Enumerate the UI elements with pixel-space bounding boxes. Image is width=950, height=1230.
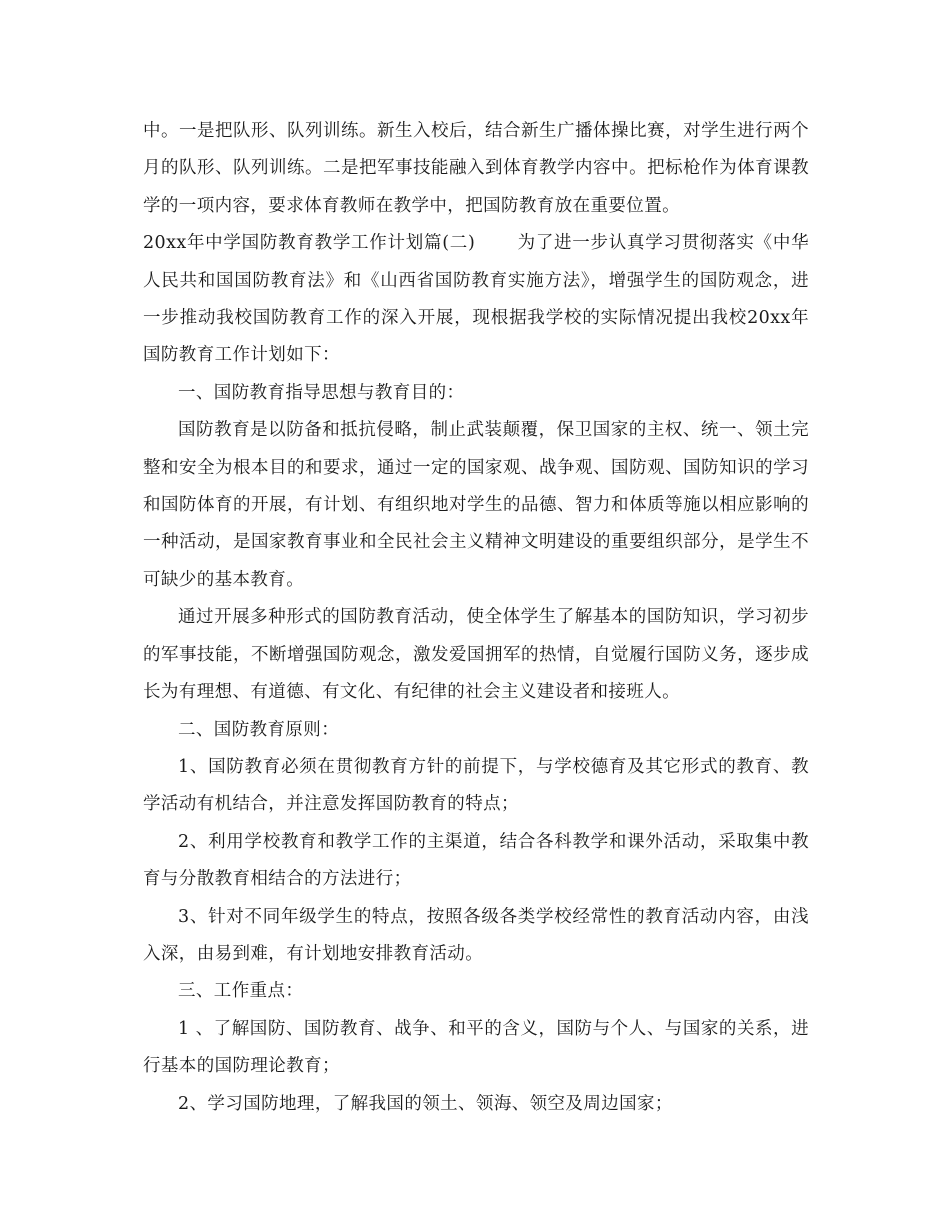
list-item: 2、学习国防地理，了解我国的领土、领海、领空及周边国家； bbox=[178, 1093, 673, 1114]
paragraph: 中。一是把队形、队列训练。新生入校后，结合新生广播体操比赛，对学生进行两个月的队形、队列训练。二是把军事技能融入到体育教学内容中。把标枪作为体育课教学的一项内容，要求体育教师在教学中，把国防教育放在重要位置。 bbox=[143, 121, 809, 216]
section-title: 三、工作重点： bbox=[178, 981, 304, 1002]
paragraph-with-heading bbox=[143, 225, 809, 375]
list-item: 1 、了解国防、国防教育、战争、和平的含义，国防与个人、与国家的关系，进行基本的国防理论教育； bbox=[143, 1018, 809, 1077]
section-title: 二、国防教育原则： bbox=[178, 719, 340, 740]
paragraph: 通过开展多种形式的国防教育活动，使全体学生了解基本的国防知识，学习初步的军事技能，不断增强国防观念，激发爱国拥军的热情，自觉履行国防义务，逐步成长为有理想、有道德、有文化、有纪律的社会主义建设者和接班人。 bbox=[143, 607, 809, 703]
paragraph: 国防教育是以防备和抵抗侵略，制止武装颠覆，保卫国家的主权、统一、领土完整和安全为根本目的和要求，通过一定的国家观、战争观、国防观、国防知识的学习和国防体育的开展，有计划、有组织地对学生的品德、智力和体质等施以相应影响的一种活动，是国家教育事业和全民社会主义精神文明建设的重要组织部分，是学生不可缺少的基本教育。 bbox=[143, 420, 809, 590]
list-item: 1、国防教育必须在贯彻教育方针的前提下，与学校德育及其它形式的教育、教学活动有机结合，并注意发挥国防教育的特点； bbox=[143, 756, 809, 815]
list-item: 2、利用学校教育和教学工作的主渠道，结合各科教学和课外活动，采取集中教育与分散教育相结合的方法进行； bbox=[143, 831, 809, 890]
section-title: 一、国防教育指导思想与教育目的： bbox=[178, 382, 465, 403]
list-item: 3、针对不同年级学生的特点，按照各级各类学校经常性的教育活动内容，由浅入深，由易到难，有计划地安排教育活动。 bbox=[143, 906, 809, 964]
section-heading: 20xx年中学国防教育教学工作计划篇(二) bbox=[143, 233, 476, 254]
paragraph-text: 为了进一步认真学习贯彻落实《中华人民共和国国防教育法》和《山西省国防教育实施方法》，增强学生的国防观念，进一步推动我校国防教育工作的深入开展，现根据我学校的实际情况提出我校20xx年国防教育工作计划如下： bbox=[143, 233, 809, 366]
document-body bbox=[143, 113, 809, 1123]
